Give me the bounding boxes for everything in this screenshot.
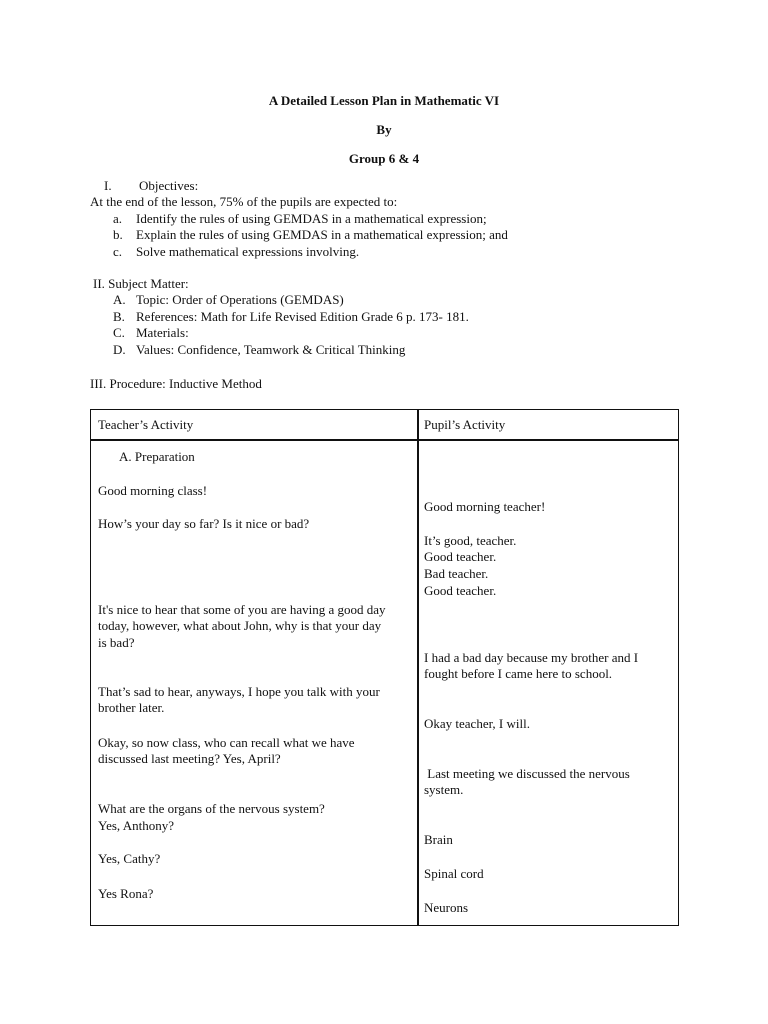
procedure-heading: III. Procedure: Inductive Method	[90, 376, 262, 391]
teacher-activity-header: Teacher’s Activity	[98, 417, 194, 432]
subject-marker: A.	[113, 292, 126, 307]
pupil-line: Last meeting we discussed the nervous	[424, 766, 630, 781]
objective-item: Identify the rules of using GEMDAS in a mathematical expression;	[136, 211, 487, 226]
column-divider	[417, 410, 419, 925]
pupil-line: Bad teacher.	[424, 566, 489, 581]
pupil-line: Good morning teacher!	[424, 499, 546, 514]
subject-item: Topic: Order of Operations (GEMDAS)	[136, 292, 344, 307]
pupil-line: Good teacher.	[424, 549, 497, 564]
activity-table	[90, 409, 679, 926]
pupil-line: system.	[424, 782, 464, 797]
author-by: By	[376, 122, 392, 137]
pupil-line: Spinal cord	[424, 866, 484, 881]
subject-marker: B.	[113, 309, 125, 324]
objective-marker: c.	[113, 244, 123, 259]
teacher-line: Yes, Anthony?	[98, 818, 174, 833]
subject-item: Values: Confidence, Teamwork & Critical Thinking	[136, 342, 406, 357]
pupil-activity-header: Pupil’s Activity	[424, 417, 506, 432]
teacher-line: is bad?	[98, 635, 135, 650]
teacher-line: Okay, so now class, who can recall what we have	[98, 735, 355, 750]
pupil-line: It’s good, teacher.	[424, 533, 517, 548]
teacher-line: Good morning class!	[98, 483, 208, 498]
teacher-line: That’s sad to hear, anyways, I hope you talk with your	[98, 684, 380, 699]
teacher-line: What are the organs of the nervous system?	[98, 801, 325, 816]
pupil-line: Okay teacher, I will.	[424, 716, 530, 731]
subject-item: References: Math for Life Revised Edition Grade 6 p. 173- 181.	[136, 309, 469, 324]
objectives-intro: At the end of the lesson, 75% of the pupils are expected to:	[90, 194, 398, 209]
subject-matter-heading: II. Subject Matter:	[93, 276, 189, 291]
pupil-line: fought before I came here to school.	[424, 666, 613, 681]
teacher-line: It's nice to hear that some of you are having a good day	[98, 602, 386, 617]
subject-marker: C.	[113, 325, 125, 340]
objective-marker: a.	[113, 211, 123, 226]
pupil-line: Brain	[424, 832, 453, 847]
teacher-line: today, however, what about John, why is that your day	[98, 618, 382, 633]
teacher-line: brother later.	[98, 700, 165, 715]
subject-item: Materials:	[136, 325, 189, 340]
document-title: A Detailed Lesson Plan in Mathematic VI	[268, 93, 500, 108]
teacher-line: Yes Rona?	[98, 886, 154, 901]
objective-marker: b.	[113, 227, 123, 242]
pupil-line: Neurons	[424, 900, 469, 915]
teacher-line: discussed last meeting? Yes, April?	[98, 751, 281, 766]
pupil-line: Good teacher.	[424, 583, 497, 598]
header-divider	[91, 439, 678, 441]
teacher-line: How’s your day so far? Is it nice or bad?	[98, 516, 310, 531]
objective-item: Explain the rules of using GEMDAS in a mathematical expression; and	[136, 227, 508, 242]
pupil-line: I had a bad day because my brother and I	[424, 650, 639, 665]
group-label: Group 6 & 4	[348, 151, 420, 166]
teacher-line: Yes, Cathy?	[98, 851, 161, 866]
objectives-number: I.	[104, 178, 112, 193]
objectives-heading: Objectives:	[139, 178, 199, 193]
subject-marker: D.	[113, 342, 126, 357]
teacher-line: A. Preparation	[119, 449, 195, 464]
objective-item: Solve mathematical expressions involving.	[136, 244, 360, 259]
